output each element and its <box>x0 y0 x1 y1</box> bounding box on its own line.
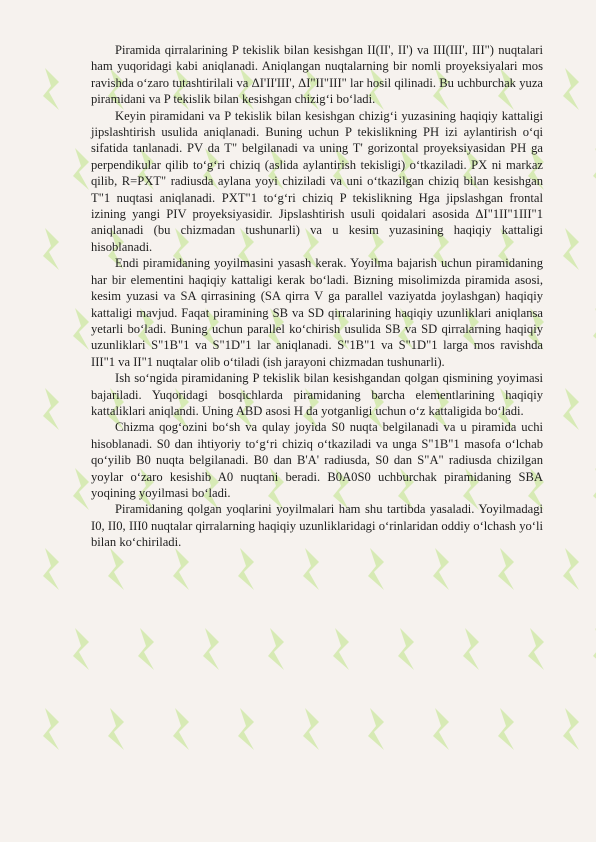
watermark-leaf <box>73 468 89 510</box>
watermark-leaf <box>173 548 189 590</box>
paragraph-2: Keyin piramidani va P tekislik bilan kesishgan chizig‘i yuzasining haqiqiy kattaligi jipslashtirish usulida aniqlanadi. Buning uchun P tekislikning PH izi aylantirish o‘qi sifatida tanlanadi. PV da T" belgilanadi va uning T' gorizontal proyeksiyasidan PH ga perpendikular qilib to‘g‘ri chiziq (aslida aylantirish tekisligi) o‘tkaziladi. PX ni markaz qilib, R=PXT" radiusda aylana yoyi chiziladi va uni o‘tkazilgan chiziq bilan kesishgan T"1 nuqtasi aniqlanadi. PXT"1 to‘g‘ri chiziq P tekislikning Hga jipslashgan frontal izining yangi PIV proyeksiyasidir. Jipslashtirish usuli qoidalari asosida ΔI"1II"1III"1 aniqlanadi (bu chizmadan tushunarli) va u kesim yuzasining haqiqiy kattaligi hisoblanadi. <box>91 108 543 254</box>
watermark-leaf <box>73 148 89 190</box>
watermark-leaf <box>368 548 384 590</box>
watermark-leaf <box>333 628 349 670</box>
watermark-leaf <box>463 628 479 670</box>
watermark-leaf <box>563 708 579 750</box>
watermark-leaf <box>73 628 89 670</box>
watermark-leaf <box>43 68 59 110</box>
watermark-leaf <box>108 548 124 590</box>
watermark-leaf <box>563 228 579 270</box>
watermark-leaf <box>433 708 449 750</box>
watermark-leaf <box>203 628 219 670</box>
watermark-leaf <box>43 388 59 430</box>
paragraph-4: Ish so‘ngida piramidaning P tekislik bilan kesishgandan qolgan qismining yoyimasi bajariladi. Yuqoridagi bosqichlarda piramidaning barcha elementlarining haqiqiy kattaliklari aniqlandi. Uning ABD asosi H da yotganligi uchun o‘z kattaligida bo‘ladi. <box>91 371 543 418</box>
watermark-leaf <box>563 388 579 430</box>
document-body <box>91 42 543 551</box>
watermark-leaf <box>368 708 384 750</box>
watermark-leaf <box>498 708 514 750</box>
watermark-leaf <box>108 708 124 750</box>
watermark-leaf <box>433 548 449 590</box>
paragraph-6: Piramidaning qolgan yoqlarini yoyilmalari ham shu tartibda yasaladi. Yoyilmadagi I0, II0, III0 nuqtalar qirralarning haqiqiy uzunliklaridagi o‘rinlaridan oddiy o‘lchash yo‘li bilan ko‘chiriladi. <box>91 502 543 550</box>
watermark-leaf <box>498 548 514 590</box>
watermark-leaf <box>563 548 579 590</box>
watermark-leaf <box>563 68 579 110</box>
watermark-leaf <box>138 628 154 670</box>
watermark-leaf <box>43 228 59 270</box>
watermark-leaf <box>268 628 284 670</box>
watermark-leaf <box>238 548 254 590</box>
watermark-leaf <box>73 308 89 350</box>
watermark-leaf <box>528 628 544 670</box>
watermark-leaf <box>398 628 414 670</box>
watermark-leaf <box>173 708 189 750</box>
paragraph-3: Endi piramidaning yoyilmasini yasash kerak. Yoyilma bajarish uchun piramidaning har bir elementini haqiqiy kattaligi kerak bo‘ladi. Bizning misolimizda piramida asosi, kesim yuzasi va SA qirrasining (SA qirra V ga parallel vaziyatda joylashgan) haqiqiy kattaligi mavjud. Faqat piramining SB va SD qirralarining haqiqiy uzunliklari aniqlansa yetarli bo‘ladi. Buning uchun parallel ko‘chirish usulida SB va SD qirralarning haqiqiy uzunliklari S"1B"1 va S"1D"1 lar aniqlanadi. S"1B"1 va S"1D"1 larga mos ravishda III"1 va II"1 nuqtalar olib o‘tiladi (ish jarayoni chizmadan tushunarli). <box>91 256 543 369</box>
watermark-leaf <box>238 708 254 750</box>
watermark-leaf <box>303 708 319 750</box>
watermark-leaf <box>303 548 319 590</box>
paragraph-1: Piramida qirralarining P tekislik bilan kesishgan II(II', II') va III(III', III") nuqtalari ham yuqoridagi kabi aniqlanadi. Aniqlangan nuqtalarning bir nomli proyeksiyalari mos ravishda o‘zaro tutashtirilali va ΔI'II'III', ΔI"II"III" lar hosil qilinadi. Bu uchburchak yuza piramidani va P tekislik bilan kesishgan chizig‘i bo‘ladi. <box>91 43 543 107</box>
watermark-leaf <box>43 548 59 590</box>
paragraph-5: Chizma qog‘ozini bo‘sh va qulay joyida S0 nuqta belgilanadi va u piramida uchi hisoblanadi. S0 dan ihtiyoriy to‘g‘ri chiziq o‘tkaziladi va unga S"1B"1 masofa o‘lchab qo‘yilib B0 nuqta belgilanadi. B0 dan B'A' radiusda, S0 dan S"A" radiusda chizilgan yoylar o‘zaro kesishib A0 nuqtani beradi. B0A0S0 uchburchak piramidaning SBA yoqining yoyilmasi bo‘ladi. <box>91 420 543 500</box>
watermark-leaf <box>43 708 59 750</box>
